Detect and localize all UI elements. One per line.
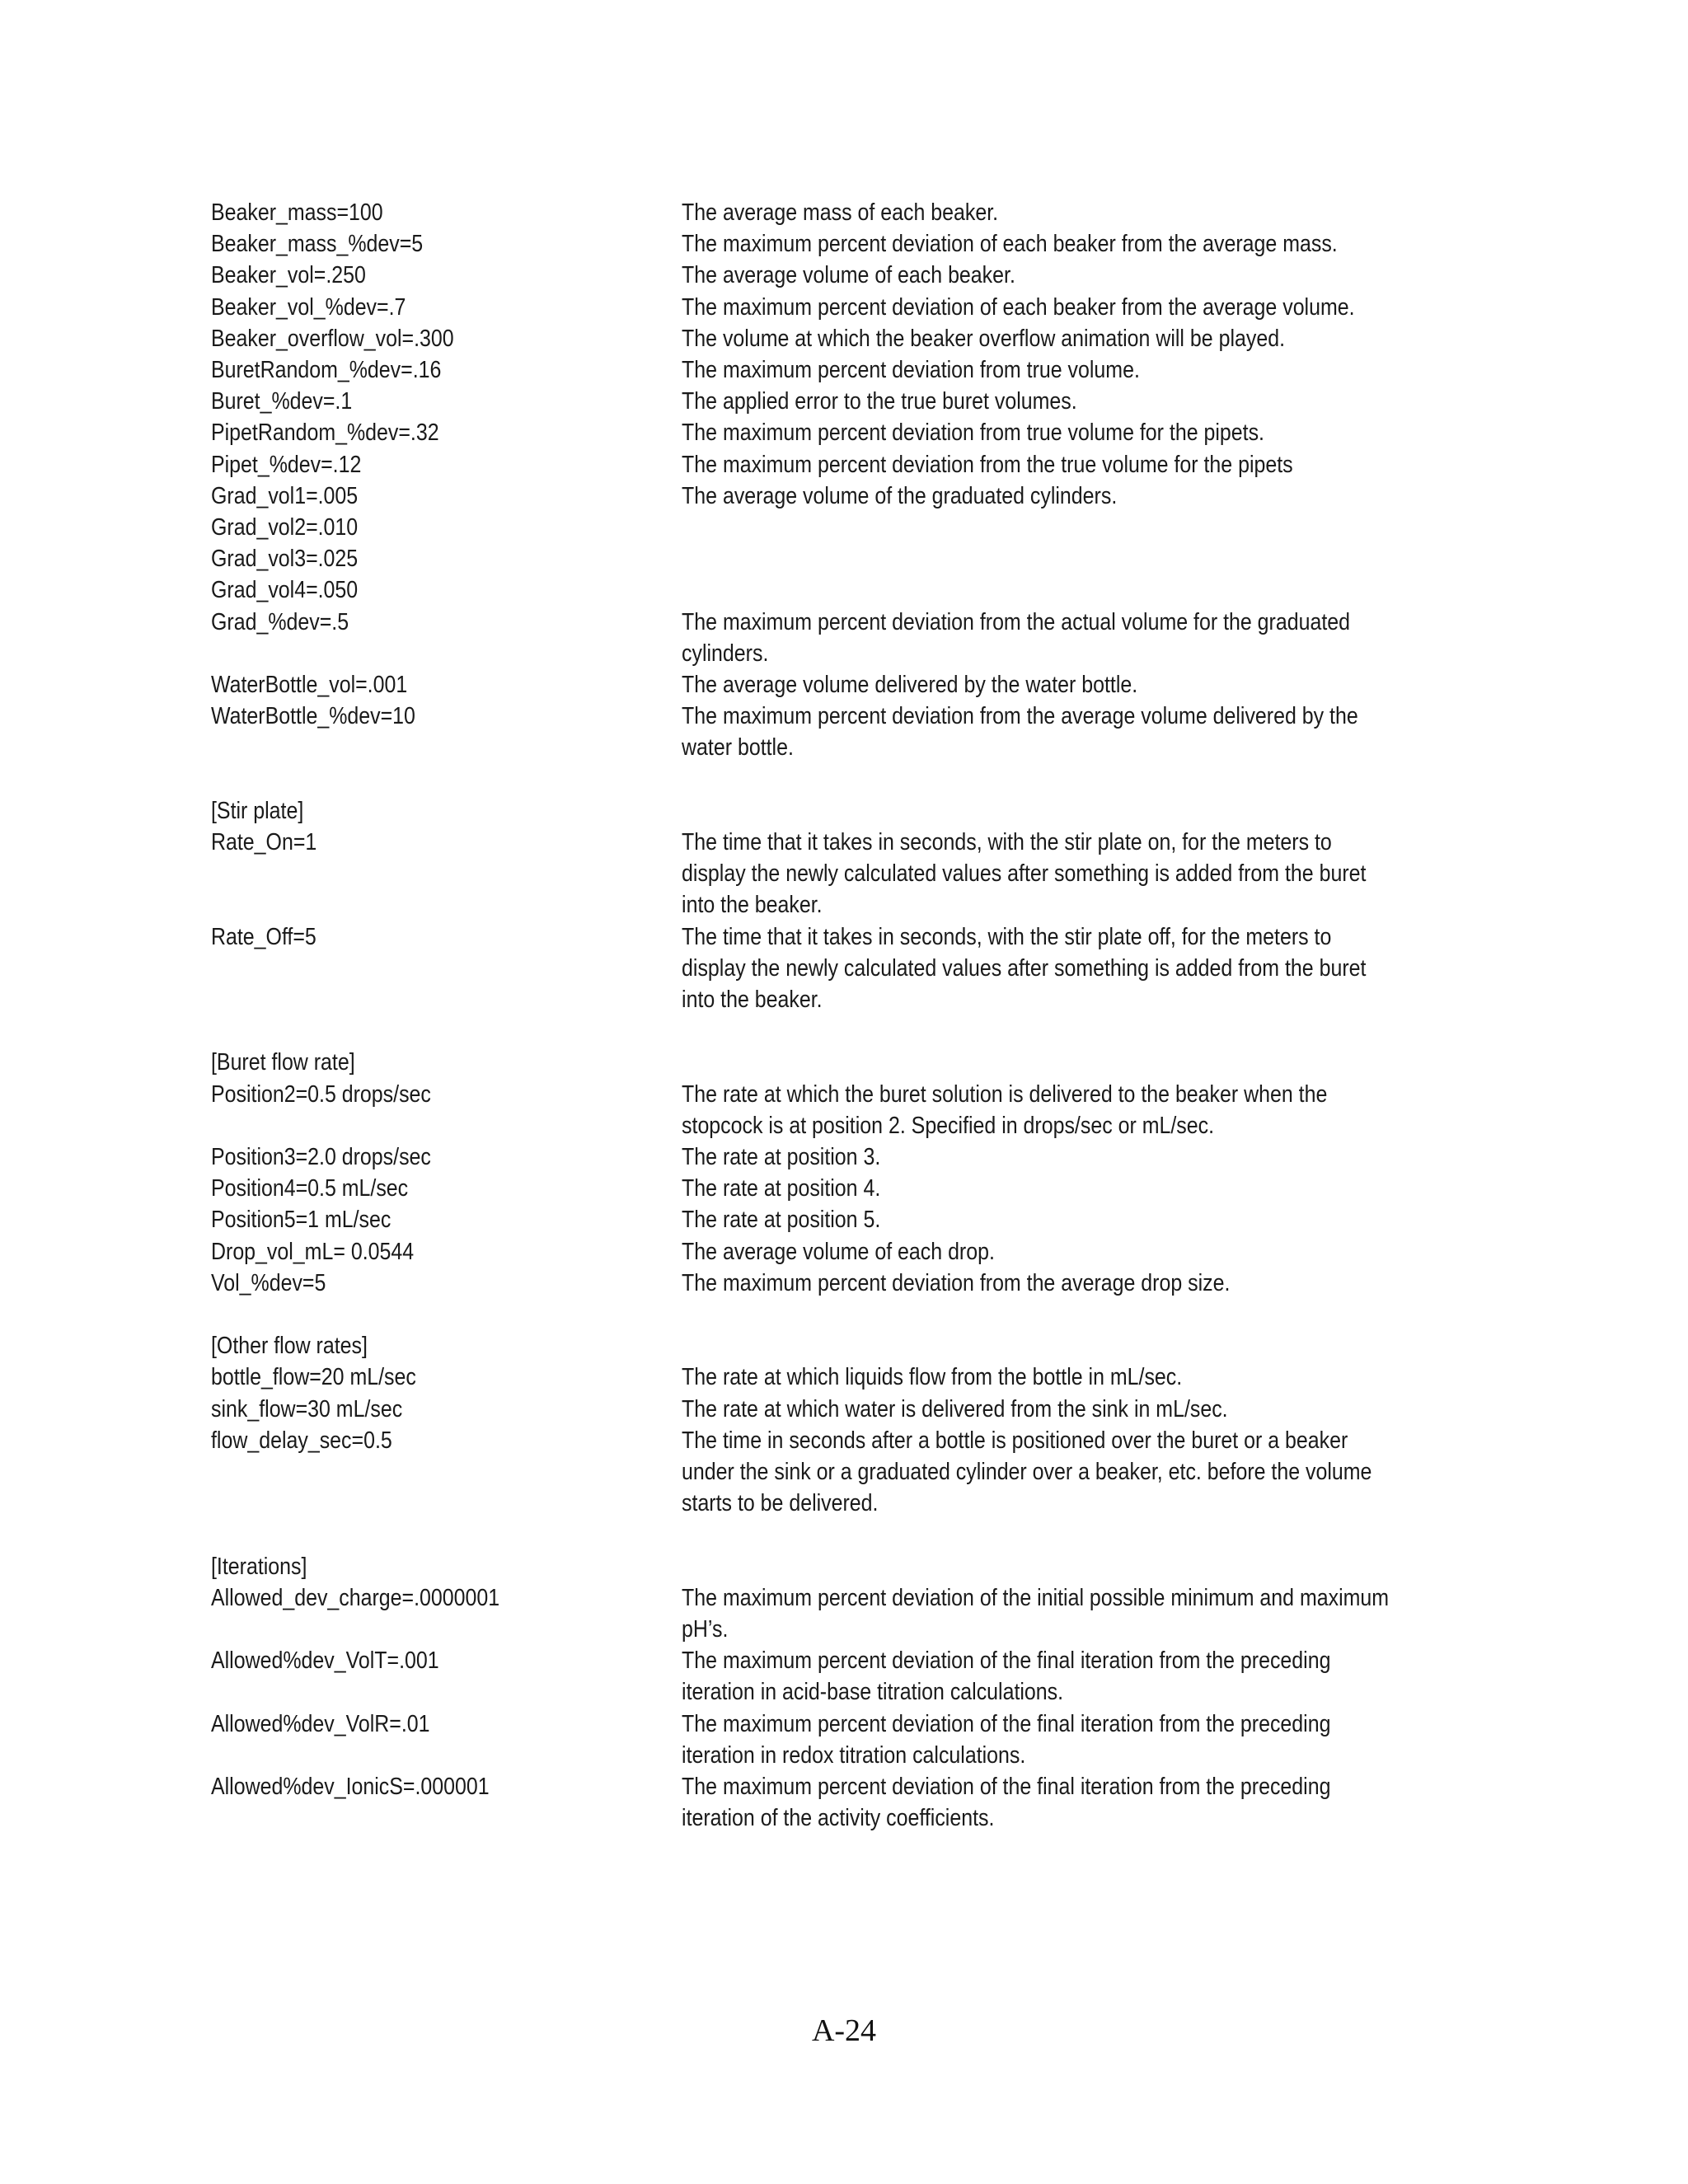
setting-description: The volume at which the beaker overflow animation will be played. — [682, 325, 1286, 352]
setting-description — [682, 1047, 1461, 1078]
setting-row — [211, 1708, 1464, 1771]
setting-description: The maximum percent deviation from the average drop size. — [682, 1269, 1231, 1296]
setting-row — [211, 669, 1464, 701]
setting-key: Allowed%dev_IonicS=.000001 — [211, 1774, 490, 1801]
setting-row — [211, 417, 1464, 448]
setting-key: Buret_%dev=.1 — [211, 388, 353, 415]
setting-row — [211, 921, 1464, 1016]
setting-key: Beaker_vol_%dev=.7 — [211, 293, 406, 321]
setting-row — [211, 197, 1464, 228]
setting-description: The rate at which the buret solution is delivered to the beaker when the stopcock is at position 2. Specified in drops/sec or mL/sec. — [682, 1080, 1328, 1139]
setting-key: WaterBottle_vol=.001 — [211, 672, 408, 699]
setting-key: Pipet_%dev=.12 — [211, 451, 362, 478]
setting-description: The average volume of each drop. — [682, 1238, 995, 1265]
setting-description: The maximum percent deviation of the final iteration from the preceding iteration of the activity coefficients. — [682, 1774, 1331, 1832]
setting-key: BuretRandom_%dev=.16 — [211, 357, 442, 384]
setting-key: Beaker_overflow_vol=.300 — [211, 325, 454, 352]
setting-row — [211, 1425, 1464, 1520]
setting-description: The maximum percent deviation from the actual volume for the graduated cylinders. — [682, 608, 1351, 667]
setting-row — [211, 323, 1464, 354]
setting-row — [211, 228, 1464, 260]
setting-description: The maximum percent deviation from true volume for the pipets. — [682, 419, 1264, 447]
setting-description: The maximum percent deviation of the final iteration from the preceding iteration in redox titration calculations. — [682, 1710, 1331, 1769]
setting-row — [211, 1394, 1464, 1425]
settings-list — [211, 197, 1464, 1835]
setting-key: Position5=1 mL/sec — [211, 1207, 392, 1234]
setting-description: The time that it takes in seconds, with the stir plate on, for the meters to display the newly calculated values after something is added from the buret into the beaker. — [682, 829, 1367, 919]
setting-row — [211, 1645, 1464, 1708]
setting-description: The maximum percent deviation of the final iteration from the preceding iteration in acid-base titration calculations. — [682, 1647, 1331, 1706]
setting-key: Drop_vol_mL= 0.0544 — [211, 1238, 415, 1265]
setting-key: Rate_On=1 — [211, 829, 317, 856]
setting-description: The rate at position 5. — [682, 1207, 881, 1234]
setting-description — [682, 574, 1461, 606]
setting-row — [211, 827, 1464, 921]
setting-key: PipetRandom_%dev=.32 — [211, 419, 439, 447]
setting-key: Beaker_mass_%dev=5 — [211, 231, 424, 258]
setting-row — [211, 1236, 1464, 1268]
setting-description: The rate at position 4. — [682, 1175, 881, 1202]
section-spacer — [211, 1299, 1464, 1330]
setting-key: Allowed_dev_charge=.0000001 — [211, 1584, 500, 1611]
setting-description — [682, 512, 1461, 543]
setting-row — [211, 543, 1464, 574]
setting-row — [211, 1268, 1464, 1299]
setting-row — [211, 449, 1464, 480]
setting-description: The applied error to the true buret volumes. — [682, 388, 1077, 415]
setting-row — [211, 1330, 1464, 1361]
setting-description: The rate at position 3. — [682, 1144, 881, 1171]
setting-description — [682, 1330, 1461, 1361]
setting-description — [682, 795, 1461, 827]
setting-row — [211, 1582, 1464, 1645]
setting-description: The time that it takes in seconds, with the stir plate off, for the meters to display the newly calculated values after something is added from the buret into the beaker. — [682, 923, 1367, 1014]
setting-description: The maximum percent deviation from the average volume delivered by the water bottle. — [682, 703, 1358, 762]
setting-key: WaterBottle_%dev=10 — [211, 703, 415, 730]
setting-key: Position2=0.5 drops/sec — [211, 1080, 431, 1108]
setting-key: sink_flow=30 mL/sec — [211, 1395, 403, 1422]
setting-description: The maximum percent deviation of each beaker from the average volume. — [682, 293, 1355, 321]
setting-key: Allowed%dev_VolT=.001 — [211, 1647, 439, 1675]
setting-key: bottle_flow=20 mL/sec — [211, 1364, 416, 1391]
setting-key: Beaker_mass=100 — [211, 199, 383, 226]
setting-row — [211, 512, 1464, 543]
setting-key: [Other flow rates] — [211, 1333, 368, 1360]
setting-key: Grad_vol4=.050 — [211, 577, 359, 604]
page-number: A-24 — [811, 2013, 877, 2048]
setting-row — [211, 1361, 1464, 1393]
setting-row — [211, 1141, 1464, 1173]
setting-description: The average volume delivered by the water bottle. — [682, 672, 1138, 699]
setting-key: flow_delay_sec=0.5 — [211, 1427, 392, 1454]
setting-row — [211, 607, 1464, 669]
setting-row — [211, 1771, 1464, 1834]
setting-description — [682, 543, 1461, 574]
setting-key: Rate_Off=5 — [211, 923, 316, 950]
setting-row — [211, 1551, 1464, 1582]
setting-key: Beaker_vol=.250 — [211, 262, 366, 289]
setting-row — [211, 354, 1464, 386]
setting-description: The maximum percent deviation of the initial possible minimum and maximum pH’s. — [682, 1584, 1390, 1643]
setting-row — [211, 480, 1464, 512]
setting-row — [211, 795, 1464, 827]
setting-row — [211, 292, 1464, 323]
setting-description — [682, 1551, 1461, 1582]
setting-description: The maximum percent deviation from true volume. — [682, 357, 1140, 384]
setting-row — [211, 701, 1464, 763]
setting-row — [211, 260, 1464, 291]
setting-key: [Stir plate] — [211, 797, 304, 824]
section-spacer — [211, 764, 1464, 795]
setting-description: The rate at which liquids flow from the bottle in mL/sec. — [682, 1364, 1183, 1391]
setting-row — [211, 1173, 1464, 1204]
setting-key: [Buret flow rate] — [211, 1049, 355, 1076]
setting-row — [211, 574, 1464, 606]
setting-key: Grad_vol3=.025 — [211, 546, 359, 573]
setting-key: Position3=2.0 drops/sec — [211, 1144, 431, 1171]
setting-row — [211, 1079, 1464, 1141]
setting-description: The average mass of each beaker. — [682, 199, 999, 226]
setting-row — [211, 386, 1464, 417]
setting-row — [211, 1047, 1464, 1078]
setting-key: Vol_%dev=5 — [211, 1269, 326, 1296]
setting-description: The rate at which water is delivered from the sink in mL/sec. — [682, 1395, 1228, 1422]
setting-description: The maximum percent deviation of each beaker from the average mass. — [682, 231, 1338, 258]
section-spacer — [211, 1015, 1464, 1047]
setting-key: Allowed%dev_VolR=.01 — [211, 1710, 430, 1737]
setting-key: Grad_%dev=.5 — [211, 608, 349, 635]
setting-row — [211, 1204, 1464, 1235]
setting-description: The average volume of each beaker. — [682, 262, 1015, 289]
setting-description: The time in seconds after a bottle is positioned over the buret or a beaker under the sink or a graduated cylinder over a beaker, etc. before the volume starts to be delivered. — [682, 1427, 1372, 1517]
setting-key: [Iterations] — [211, 1553, 307, 1580]
setting-description: The average volume of the graduated cylinders. — [682, 482, 1118, 509]
setting-key: Grad_vol2=.010 — [211, 514, 359, 541]
setting-description: The maximum percent deviation from the true volume for the pipets — [682, 451, 1293, 478]
setting-key: Grad_vol1=.005 — [211, 482, 359, 509]
section-spacer — [211, 1519, 1464, 1550]
setting-key: Position4=0.5 mL/sec — [211, 1175, 409, 1202]
